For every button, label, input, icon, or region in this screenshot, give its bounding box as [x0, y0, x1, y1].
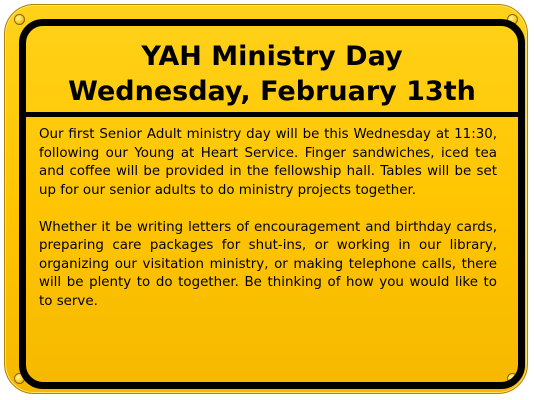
title-divider — [25, 112, 519, 117]
announcement-paragraph: Whether it be writing letters of encouragement and birthday cards, preparing care packages for shut-ins, or working in our library, organizing our visitation ministry, or making telephone calls, there will be plenty to do together. Be thinking of how you would like to to serve. — [39, 219, 497, 309]
title-event-date: Wednesday, February 13th — [68, 76, 476, 107]
corner-bolt-top-left — [14, 14, 25, 25]
announcement-paragraph: Our first Senior Adult ministry day will be this Wednesday at 11:30, following our Young at Heart Service. Finger sandwiches, iced tea and coffee will be provided in the fellowship hall. Tables will be set up for our senior adults to do ministry projects together. — [39, 127, 497, 198]
announcement-body — [39, 126, 497, 311]
sign-plate — [4, 4, 528, 394]
sign-title — [27, 39, 517, 109]
title-event-name: YAH Ministry Day — [141, 41, 403, 72]
